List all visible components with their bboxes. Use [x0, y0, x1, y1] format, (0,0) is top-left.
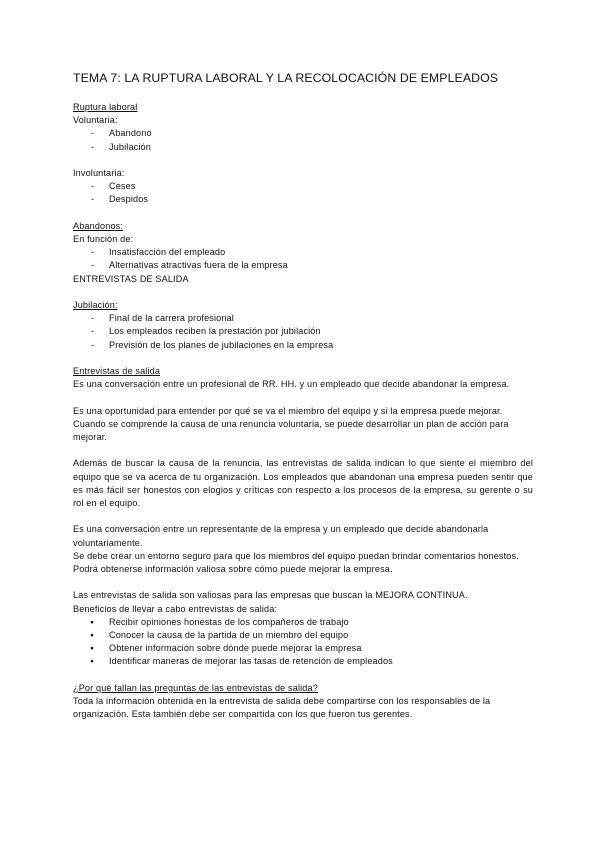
- section-heading-entrevistas: Entrevistas de salida: [73, 366, 161, 376]
- list-item: - Insatisfacción del empleado: [73, 246, 533, 259]
- paragraph: Es una conversación entre un representante de la empresa y un empleado que decide abandonarla voluntariamente.: [73, 524, 489, 548]
- paragraph: Es una conversación entre un profesional de RR. HH. y un empleado que decide abandonar la empresa.: [73, 379, 510, 390]
- list-item: - Jubilación: [73, 141, 533, 154]
- involuntaria-list: [73, 180, 533, 206]
- voluntaria-label: Voluntaria:: [73, 115, 118, 126]
- list-item: ● Identificar maneras de mejorar las tasas de retención de empleados: [73, 655, 533, 668]
- section-heading-fallan: ¿Por qué fallan las preguntas de las entrevistas de salida?: [73, 682, 318, 693]
- paragraph: Además de buscar la causa de la renuncia, las entrevistas de salida indican lo que siente el miembro del equipo que se va acerca de tu organización. Los empleados que abandonan una empresa pueden sentir que es más fácil ser honestos con elogios y críticas con respecto a los procesos de la empresa, su gerente o su rol en el equipo.: [73, 458, 533, 508]
- abandonos-intro: En función de:: [73, 234, 134, 244]
- paragraph: Las entrevistas de salida son valiosas para las empresas que buscan la MEJORA CONTINUA.: [73, 590, 468, 601]
- jubilacion-list: [73, 312, 533, 352]
- list-item: - Los empleados reciben la prestación por jubilación: [73, 325, 533, 338]
- paragraph: Es una oportunidad para entender por qué se va el miembro del equipo y si la empresa puede mejorar. Cuando se comprende la causa de una renuncia voluntaria, se puede desarrollar un plan de acción para mejorar.: [73, 405, 509, 442]
- paragraph: Beneficios de llevar a cabo entrevistas de salida:: [73, 603, 278, 614]
- list-item: ● Obtener información sobre dónde puede mejorar la empresa: [73, 642, 533, 655]
- section-heading-jubilacion: Jubilación:: [73, 300, 118, 310]
- paragraph: Se debe crear un entorno seguro para que los miembros del equipo puedan brindar comentarios honestos.: [73, 550, 519, 561]
- abandonos-note: ENTREVISTAS DE SALIDA: [73, 273, 189, 284]
- list-item: ● Conocer la causa de la partida de un miembro del equipo: [73, 629, 533, 642]
- page-title: TEMA 7: LA RUPTURA LABORAL Y LA RECOLOCACIÓN DE EMPLEADOS: [73, 71, 499, 85]
- list-item: - Despidos: [73, 193, 533, 206]
- list-item: - Ceses: [73, 180, 533, 193]
- involuntaria-label: Involuntaria:: [73, 168, 125, 178]
- list-item: - Final de la carrera profesional: [73, 312, 533, 325]
- paragraph: Podrá obtenerse información valiosa sobre cómo puede mejorar la empresa.: [73, 564, 393, 574]
- abandonos-list: [73, 246, 533, 272]
- list-item: - Previsión de los planes de jubilaciones en la empresa: [73, 339, 533, 352]
- list-item: - Abandono: [73, 127, 533, 140]
- document-body: [73, 101, 533, 721]
- section-heading-ruptura: Ruptura laboral: [73, 102, 138, 112]
- list-item: ● Recibir opiniones honestas de los compañeros de trabajo: [73, 616, 533, 629]
- beneficios-list: [73, 616, 533, 669]
- voluntaria-list: [73, 127, 533, 153]
- paragraph: Toda la información obtenida en la entrevista de salida debe compartirse con los responsables de la organización. Esta también debe ser compartida con los que fueron tus gerentes.: [73, 696, 491, 720]
- list-item: - Alternativas atractivas fuera de la empresa: [73, 259, 533, 272]
- section-heading-abandonos: Abandonos:: [73, 220, 124, 231]
